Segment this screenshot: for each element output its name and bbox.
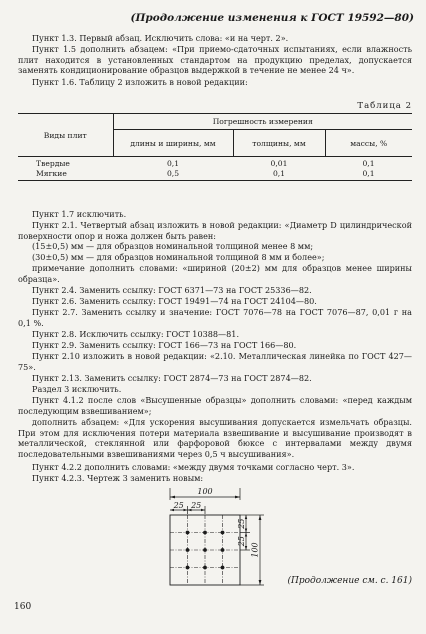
cell-value: 0,5 [113,169,233,181]
paragraph-2-13: Пункт 2.13. Заменить ссылку: ГОСТ 2874—73 на ГОСТ 2874—82. [32,373,312,383]
paragraph-4-1-2: Пункт 4.1.2 после слов «Высушенные образцы» дополнить словами: «перед каждым последующим взвешиванием»; [18,395,412,416]
paragraph-diameter-30: (30±0,5) мм — для образцов номинальной толщиной 8 мм и более»; [32,252,325,262]
cell-value: 0,1 [325,169,412,181]
col-header-length: длины и ширины, мм [113,130,233,157]
paragraph-section-3: Раздел 3 исключить. [32,384,122,394]
drawing-3 [150,488,270,588]
paragraph-2-4: Пункт 2.4. Заменить ссылку: ГОСТ 6371—73 на ГОСТ 25336—82. [32,285,312,295]
cell-value: 0,1 [362,159,375,168]
paragraph-drying: дополнить абзацем: «Для ускорения высушивания допускается измельчать образцы. При этом для исключения потери материала взвешивание и высушивание производят в металлической, стеклянной или фарфоровой бюксе с интервалами между двумя последовательными взвешиваниями через 0,5 ч высушивания». [18,417,412,459]
dim-label-25-a: 25 [173,501,184,510]
col-header-type: Виды плит [18,114,113,157]
table-row [18,169,412,181]
page-header: (Продолжение изменения к ГОСТ 19592—80) [130,12,414,24]
paragraph-2-10: Пункт 2.10 изложить в новой редакции: «2.10. Металлическая линейка по ГОСТ 427—75». [18,351,412,372]
paragraph-1-6: Пункт 1.6. Таблицу 2 изложить в новой редакции: [32,77,248,87]
table-caption: Таблица 2 [357,101,412,111]
row-name: Мягкие [18,169,113,181]
dim-label-25-c: 25 [237,518,246,529]
paragraph-2-8: Пункт 2.8. Исключить ссылку: ГОСТ 10388—81. [32,329,240,339]
paragraph-diameter-15: (15±0,5) мм — для образцов номинальной толщиной менее 8 мм; [32,241,314,251]
col-header-thickness: толщины, мм [233,130,325,157]
table-row [18,157,412,169]
paragraph-1-7: Пункт 1.7 исключить. [32,209,127,219]
paragraph-2-9: Пункт 2.9. Заменить ссылку: ГОСТ 166—73 на ГОСТ 166—80. [32,340,297,350]
paragraph-note: примечание дополнить словами: «шириной (20±2) мм для образцов менее ширины образца». [18,263,412,284]
paragraph-1-5: Пункт 1.5 дополнить абзацем: «При приемо-сдаточных испытаниях, если влажность плит находится в установленных стандартом на продукцию пределах, допускается заменять кондиционирование образцов выдержкой в течение не менее 24 ч». [18,44,412,76]
dim-step-right [237,515,250,550]
paragraph-2-7: Пункт 2.7. Заменить ссылку и значение: ГОСТ 7076—78 на ГОСТ 7076—87, 0,01 г на 0,1 %. [18,307,412,328]
dim-overall-top [170,488,240,500]
table-2 [18,113,412,181]
cell-value: 0,01 [270,159,288,168]
group-header-error: Погрешность измерения [113,114,412,130]
page-number: 160 [14,602,32,612]
paragraph-2-1: Пункт 2.1. Четвертый абзац изложить в новой редакции: «Диаметр D цилиндрической поверхности опор и ножа должен быть равен: [18,220,412,241]
dim-step-top [170,501,205,514]
paragraph-2-6: Пункт 2.6. Заменить ссылку: ГОСТ 19491—74 на ГОСТ 24104—80. [32,296,317,306]
page-footer: (Продолжение см. с. 161) [287,576,412,586]
paragraph-1-3: Пункт 1.3. Первый абзац. Исключить слова: «и на черт. 2». [32,33,289,43]
dim-label-25-b: 25 [191,501,202,510]
cell-value: 0,1 [166,159,180,168]
paragraph-4-2-2: Пункт 4.2.2 дополнить словами: «между двумя точками согласно черт. 3». [32,462,355,472]
paragraph-4-2-3: Пункт 4.2.3. Чертеж 3 заменить новым: [32,473,204,483]
cell-value: 0,1 [233,169,325,181]
col-header-mass: массы, % [325,130,412,157]
dim-label-25-d: 25 [237,536,246,547]
dim-label-100-top: 100 [197,488,213,496]
row-name: Твердые [36,159,70,168]
dim-label-100-right: 100 [250,542,260,558]
